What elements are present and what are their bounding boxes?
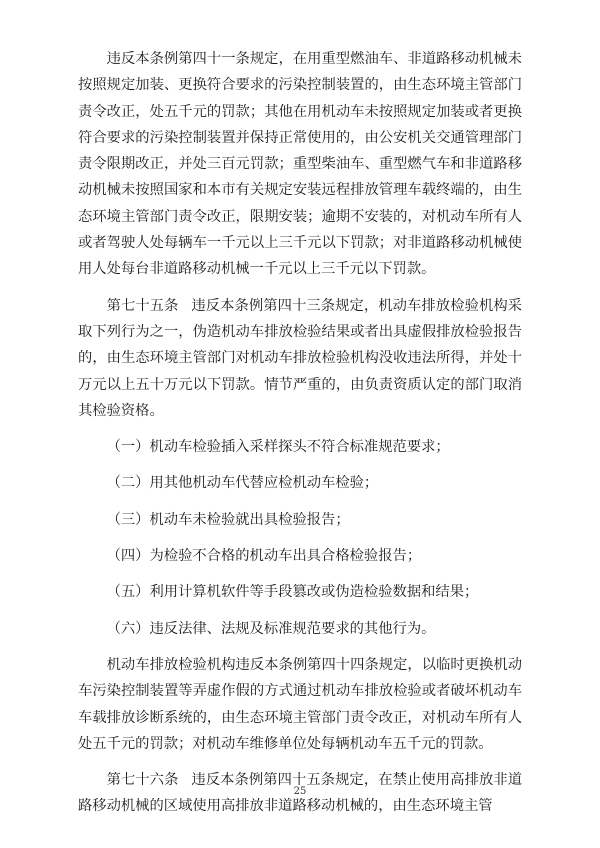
document-body (78, 46, 522, 830)
paragraph-article-75 (78, 293, 522, 424)
article-number-76: 第七十六条 (106, 772, 179, 789)
article-number-75: 第七十五条 (106, 297, 179, 314)
list-item-2: （二）用其他机动车代替应检机动车检验； (106, 475, 379, 492)
paragraph-article-74-continued: 违反本条例第四十一条规定，在用重型燃油车、非道路移动机械未按照规定加装、更换符合要求的污染控制装置的，由生态环境主管部门责令改正，处五千元的罚款；其他在用机动车未按照规定加装或者更换符合要求的污染控制装置并保持正常使用的，由公安机关交通管理部门责令限期改正，并处三百元罚款；重型柴油车、重型燃气车和非道路移动机械未按照国家和本市有关规定安装远程排放管理车载终端的，由生态环境主管部门责令改正，限期安装；逾期不安装的，对机动车所有人或者驾驶人处每辆车一千元以上三千元以下罚款；对非道路移动机械使用人处每台非道路移动机械一千元以上三千元以下罚款。 (78, 51, 522, 278)
page-number: 25 (293, 786, 307, 797)
article-76-text: 违反本条例第四十五条规定，在禁止使用高排放非道路移动机械的区域使用高排放非道路移动机械的，由生态环境主管 (78, 772, 523, 815)
article-75-text: 违反本条例第四十三条规定，机动车排放检验机构采取下列行为之一，伪造机动车排放检验结果或者出具虚假排放检验报告的，由生态环境主管部门对机动车排放检验机构没收违法所得，并处十万元以上五十万元以下罚款。情节严重的，由负责资质认定的部门取消其检验资格。 (78, 297, 523, 419)
list-item-3: （三）机动车未检验就出具检验报告； (106, 511, 350, 528)
list-item-6: （六）违反法律、法规及标准规范要求的其他行为。 (106, 620, 436, 637)
list-item-5: （五）利用计算机软件等手段篡改或伪造检验数据和结果； (106, 584, 479, 601)
paragraph-testing-agency-penalty: 机动车排放检验机构违反本条例第四十四条规定，以临时更换机动车污染控制装置等弄虚作假的方式通过机动车排放检验或者破坏机动车车载排放诊断系统的，由生态环境主管部门责令改正，对机动车所有人处五千元的罚款；对机动车维修单位处每辆机动车五千元的罚款。 (78, 656, 522, 752)
list-item-1: （一）机动车检验插入采样探头不符合标准规范要求； (106, 439, 450, 456)
list-item-4: （四）为检验不合格的机动车出具合格检验报告； (106, 548, 422, 565)
